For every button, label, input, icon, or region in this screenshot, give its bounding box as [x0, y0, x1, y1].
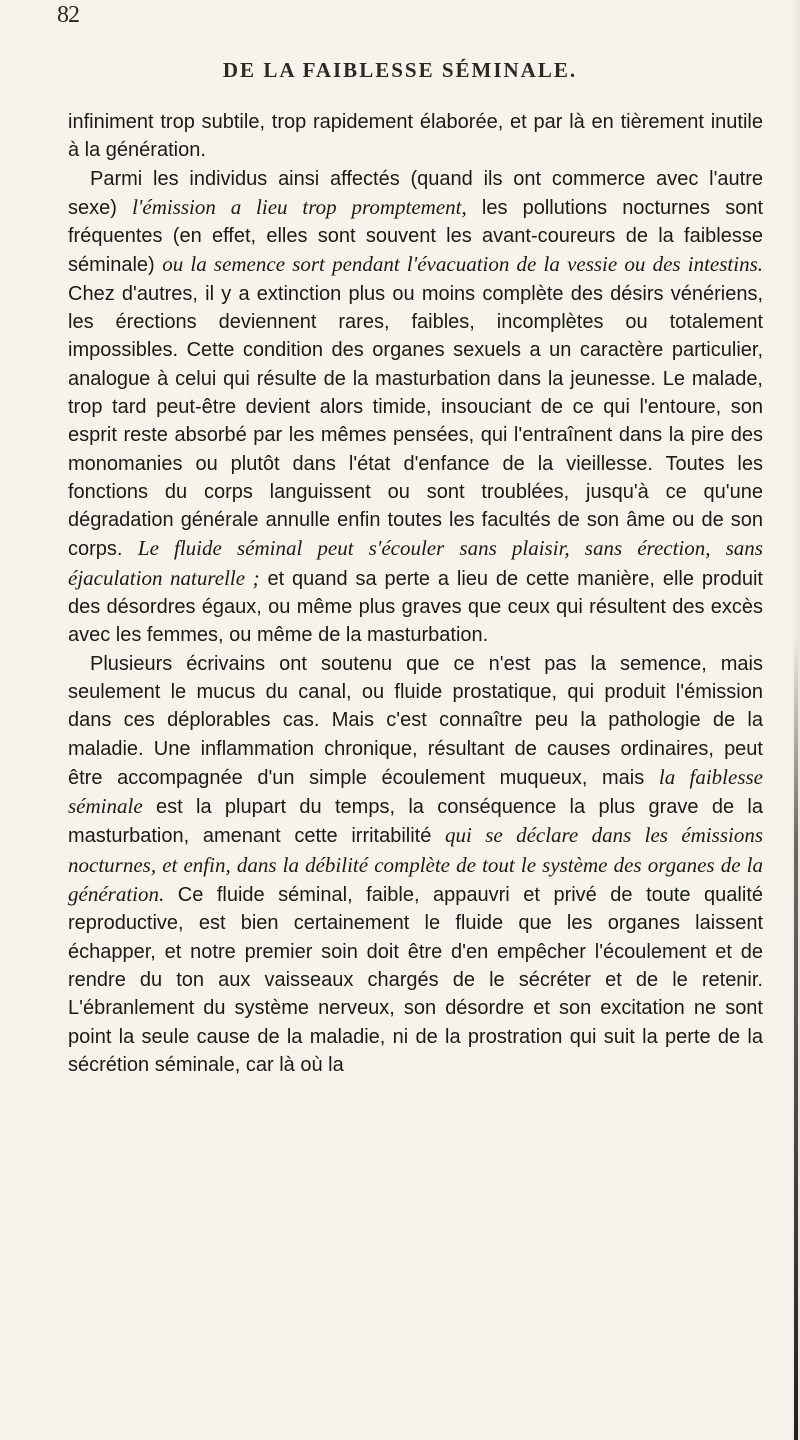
p2-italic-1: l'émission a lieu trop promptement,: [132, 194, 467, 219]
page-edge-binding: [794, 640, 798, 1440]
paragraph-1-text: infiniment trop subtile, trop rapidement élaborée, et par là en tièrement inutile à la génération.: [68, 111, 763, 162]
paragraph-1: [68, 108, 763, 165]
paragraph-3: [68, 650, 763, 1079]
p2-italic-3: Le fluide séminal peut s'écouler sans plaisir, sans érection, sans éjaculation naturelle ;: [68, 536, 763, 590]
body-text: [68, 108, 763, 1079]
p2-italic-2: ou la semence sort pendant l'évacuation de la vessie ou des intestins.: [162, 252, 763, 277]
p2-text-1: Parmi les individus ainsi affectés (quand ils ont commerce avec l'autre sexe): [68, 167, 763, 219]
p3-italic-1: la faiblesse séminale: [68, 764, 763, 819]
p2-text-3: Chez d'autres, il y a extinction plus ou moins complète des désirs vénériens, les érections deviennent rares, faibles, incomplètes ou totalement impossibles. Cette condition des organes sexuels a un caractère particulier, analogue à celui qui résulte de la masturbation dans la jeunesse. Le malade, trop tard peut-être devient alors timide, insouciant de ce qui l'entoure, son esprit reste absorbé par les mêmes pensées, qui l'entraînent dans la pire des monomanies ou plutôt dans l'état d'enfance de la vieillesse. Toutes les fonctions du corps languissent ou sont troublées, jusqu'à ce qu'une dégradation générale annulle enfin toutes les facultés de son âme ou de son corps.: [68, 282, 763, 561]
p2-text-4: et quand sa perte a lieu de cette manière, elle produit des désordres égaux, ou même plus graves que ceux qui résultent des excès avec les femmes, ou même de la masturbation.: [68, 567, 763, 647]
p3-italic-2: qui se déclare dans les émissions nocturnes, et enfin, dans la débilité complète de tout le système des organes de la génération.: [68, 823, 763, 907]
page-number: 82: [57, 2, 79, 28]
p3-text-2: est la plupart du temps, la conséquence la plus grave de la masturbation, amenant cette irritabilité: [68, 796, 763, 848]
running-head: DE LA FAIBLESSE SÉMINALE.: [222, 58, 578, 82]
p3-text-3: Ce fluide séminal, faible, appauvri et privé de toute qualité reproductive, est bien certainement le fluide que les organes laissent échapper, et notre premier soin doit être d'en empêcher l'écoulement et de rendre du ton aux vaisseaux chargés de le sécréter et de le retenir. L'ébranlement du système nerveux, son désordre et son excitation ne sont point la seule cause de la maladie, ni de la prostration qui suit la perte de la sécrétion séminale, car là où la: [68, 884, 763, 1076]
paragraph-2: [68, 165, 763, 650]
p2-text-2: les pollutions nocturnes sont fréquentes (en effet, elles sont souvent les avant-coureurs de la faiblesse séminale): [68, 196, 764, 277]
p3-text-1: Plusieurs écrivains ont soutenu que ce n'est pas la semence, mais seulement le mucus du canal, ou fluide prostatique, qui produit l'émission dans ces déplorables cas. Mais c'est connaître peu la pathologie de la maladie. Une inflammation chronique, résultant de causes ordinaires, peut être accompagnée d'un simple écoulement muqueux, mais: [68, 652, 763, 789]
